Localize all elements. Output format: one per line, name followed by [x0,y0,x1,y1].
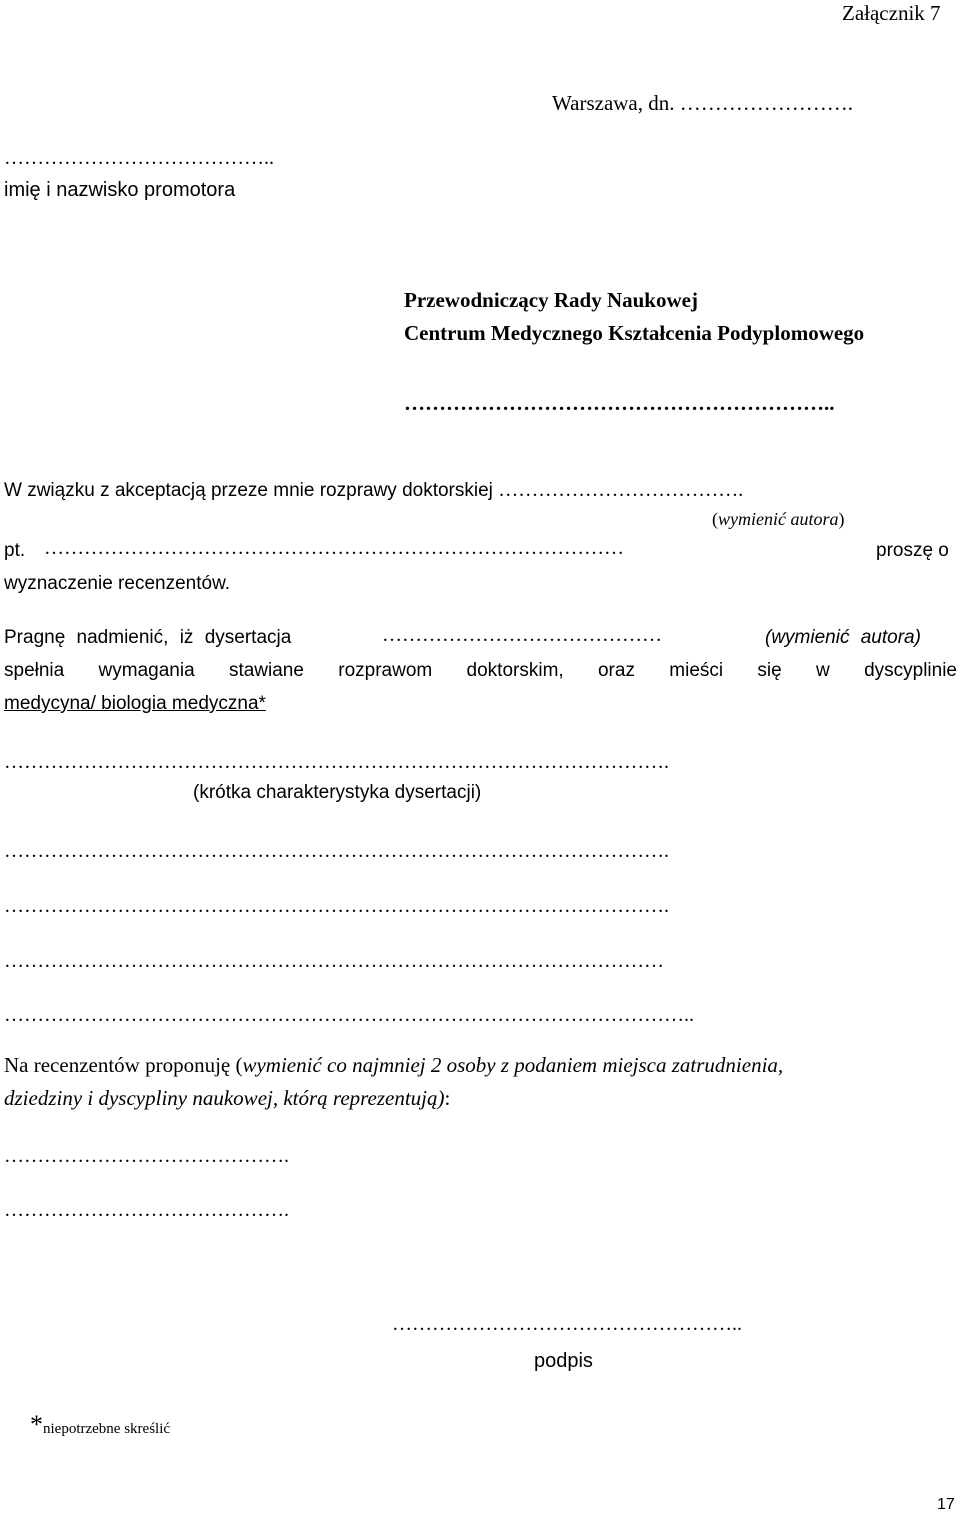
para1-line2-end: proszę o [876,540,949,561]
note-italic: wymienić autora [718,509,839,529]
sender-dots: ………………………………….. [4,147,274,169]
para2-line1-dots: …………………………………… [382,624,662,646]
sender-label: imię i nazwisko promotora [4,179,236,201]
para2-line1-note: (wymienić autora) [765,627,921,648]
characteristic-dots: ………………………………………………………………………………………. [4,751,669,773]
characteristic-line3: ……………………………………………………………………………………… [4,950,664,972]
signature-dots: …………………………………………….. [392,1313,742,1335]
reviewers-line2-italic: dziedziny i dyscypliny naukowej, którą reprezentują) [4,1086,445,1110]
addressee-dots: …………………………………………………….. [404,391,835,415]
reviewers-line2 [4,1088,450,1109]
page-number: 17 [937,1496,955,1513]
para1-line2-start: pt. [4,540,26,561]
para2-line1-text: Pragnę nadmienić, iż dysertacja [4,627,292,648]
reviewers-line1 [4,1055,783,1076]
place-date: Warszawa, dn. ……………………. [552,91,854,115]
para1-line3: wyznaczenie recenzentów. [4,573,231,594]
para1-line1-text: W związku z akceptacją przeze mnie rozprawy doktorskiej [4,480,493,501]
para1-line2-dots: …………………………………………………………………………… [44,538,624,558]
para1-author-note [712,510,844,528]
characteristic-line4: ………………………………………………………………………………………….. [4,1004,694,1026]
characteristic-line1: ………………………………………………………………………………………. [4,840,669,862]
footnote-star: * [30,1410,43,1439]
addressee-line2: Centrum Medycznego Kształcenia Podyplomowego [404,321,865,345]
signature-label: podpis [534,1350,593,1372]
characteristic-label: (krótka charakterystyka dysertacji) [193,782,482,803]
characteristic-line2: ………………………………………………………………………………………. [4,895,669,917]
footnote [30,1412,170,1438]
para2-line2: spełnia wymagania stawiane rozprawom doktorskim, oraz mieści się w dyscyplinie [4,660,957,681]
reviewers-line2-end: : [444,1086,451,1110]
annex-label: Załącznik 7 [842,1,941,25]
para2-line3: medycyna/ biologia medyczna* [4,693,266,714]
para1-line1-dots: ………………………………. [498,479,744,501]
reviewers-line1-text: Na recenzentów proponuję ( [4,1053,243,1077]
reviewers-dots-1: ……………………………………. [4,1145,289,1167]
addressee-line1: Przewodniczący Rady Naukowej [404,288,698,312]
reviewers-dots-2: ……………………………………. [4,1199,289,1221]
reviewers-line1-italic: wymienić co najmniej 2 osoby z podaniem miejsca zatrudnienia, [242,1053,784,1077]
para1-line1 [4,480,743,500]
note-close: ) [838,509,845,529]
note-open: ( [712,509,718,529]
footnote-text: niepotrzebne skreślić [43,1421,171,1437]
